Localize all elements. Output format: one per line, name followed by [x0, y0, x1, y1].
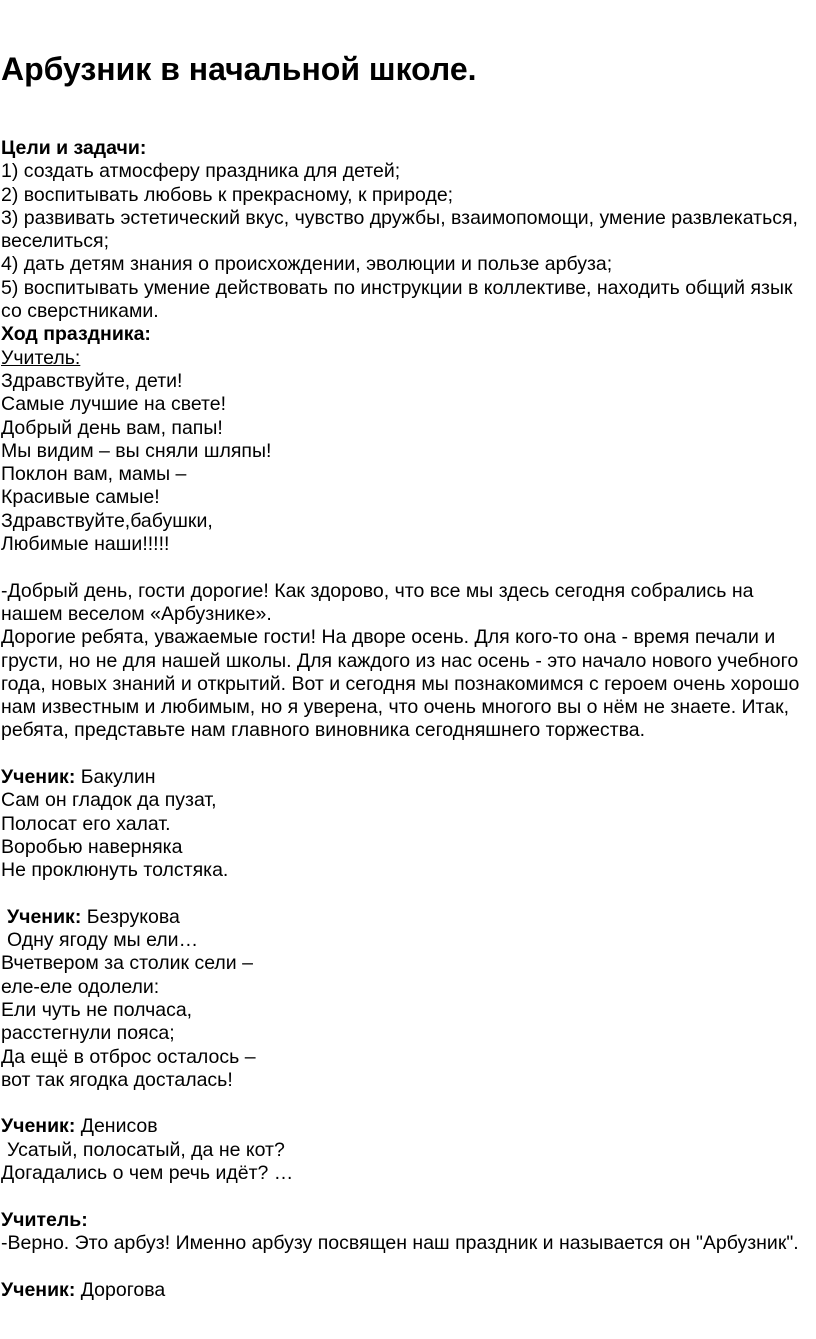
student-name: Безрукова: [86, 905, 180, 928]
spacer: [1, 1092, 813, 1115]
goals-heading: Цели и задачи:: [1, 137, 147, 159]
verse-line: Усатый, полосатый, да не кот?: [7, 1138, 285, 1161]
spacer: [1, 556, 813, 579]
verse-line: Сам он гладок да пузат,: [1, 789, 217, 812]
student-heading: Ученик: Денисов: [1, 1115, 158, 1138]
goal-item: 4) дать детям знания о происхождении, эволюции и пользе арбуза;: [1, 253, 613, 276]
teacher-label: Учитель:: [1, 346, 81, 369]
course-heading: Ход праздника:: [1, 323, 151, 346]
student-heading: Ученик: Безрукова: [7, 905, 180, 928]
document-title: Арбузник в начальной школе.: [1, 51, 477, 87]
poem-line: Красивые самые!: [1, 486, 160, 509]
verse-line: Воробью наверняка: [1, 835, 183, 858]
spacer: [1, 743, 813, 766]
verse-line: Догадались о чем речь идёт? …: [1, 1162, 294, 1185]
teacher-heading: Учитель:: [1, 1208, 88, 1231]
spacer: [1, 883, 813, 906]
goal-item: 3) развивать эстетический вкус, чувство дружбы, взаимопомощи, умение развлекаться, веселиться;: [1, 206, 798, 253]
poem-line: Здравствуйте, дети!: [1, 369, 183, 392]
spacer: [1, 1255, 813, 1278]
student-name: Денисов: [80, 1115, 158, 1138]
poem-line: Самые лучшие на свете!: [1, 393, 227, 416]
verse-line: Не проклюнуть толстяка.: [1, 859, 229, 882]
document-body: [1, 137, 813, 1302]
verse-line: Да ещё в отброс осталось –: [1, 1045, 256, 1068]
paragraph: Дорогие ребята, уважаемые гости! На дворе осень. Для кого-то она - время печали и грусти, но не для нашей школы. Для каждого из нас осень - это начало нового учебного года, новых знаний и открытий. Вот и сегодня мы познакомимся с героем очень хорошо нам известным и любимым, но я уверена, что очень многого вы о нём не знаете. Итак, ребята, представьте нам главного виновника сегодняшнего торжества.: [1, 626, 800, 742]
student-name: Бакулин: [80, 766, 156, 789]
verse-line: Вчетвером за столик сели –: [1, 952, 253, 975]
poem-line: Мы видим – вы сняли шляпы!: [1, 439, 272, 462]
verse-line: Одну ягоду мы ели…: [7, 929, 199, 952]
student-name: Дорогова: [80, 1278, 166, 1301]
poem-line: Здравствуйте,бабушки,: [1, 509, 213, 532]
student-heading: Ученик: Дорогова: [1, 1278, 166, 1301]
poem-line: Добрый день вам, папы!: [1, 416, 223, 439]
paragraph: -Верно. Это арбуз! Именно арбузу посвящен наш праздник и называется он "Арбузник".: [1, 1231, 799, 1254]
goal-item: 1) создать атмосферу праздника для детей;: [1, 160, 401, 183]
verse-line: вот так ягодка досталась!: [1, 1068, 233, 1091]
verse-line: Ели чуть не полчаса,: [1, 998, 193, 1021]
verse-line: еле-еле одолели:: [1, 975, 160, 998]
poem-line: Поклон вам, мамы –: [1, 463, 187, 486]
verse-line: Полосат его халат.: [1, 812, 171, 835]
poem-line: Любимые наши!!!!!: [1, 533, 170, 556]
paragraph: -Добрый день, гости дорогие! Как здорово, что все мы здесь сегодня собрались на нашем веселом «Арбузнике».: [1, 579, 754, 625]
student-heading: Ученик: Бакулин: [1, 766, 156, 789]
spacer: [1, 1185, 813, 1208]
goal-item: 5) воспитывать умение действовать по инструкции в коллективе, находить общий язык со сверстниками.: [1, 276, 793, 323]
goal-item: 2) воспитывать любовь к прекрасному, к природе;: [1, 183, 454, 206]
verse-line: расстегнули пояса;: [1, 1022, 175, 1045]
